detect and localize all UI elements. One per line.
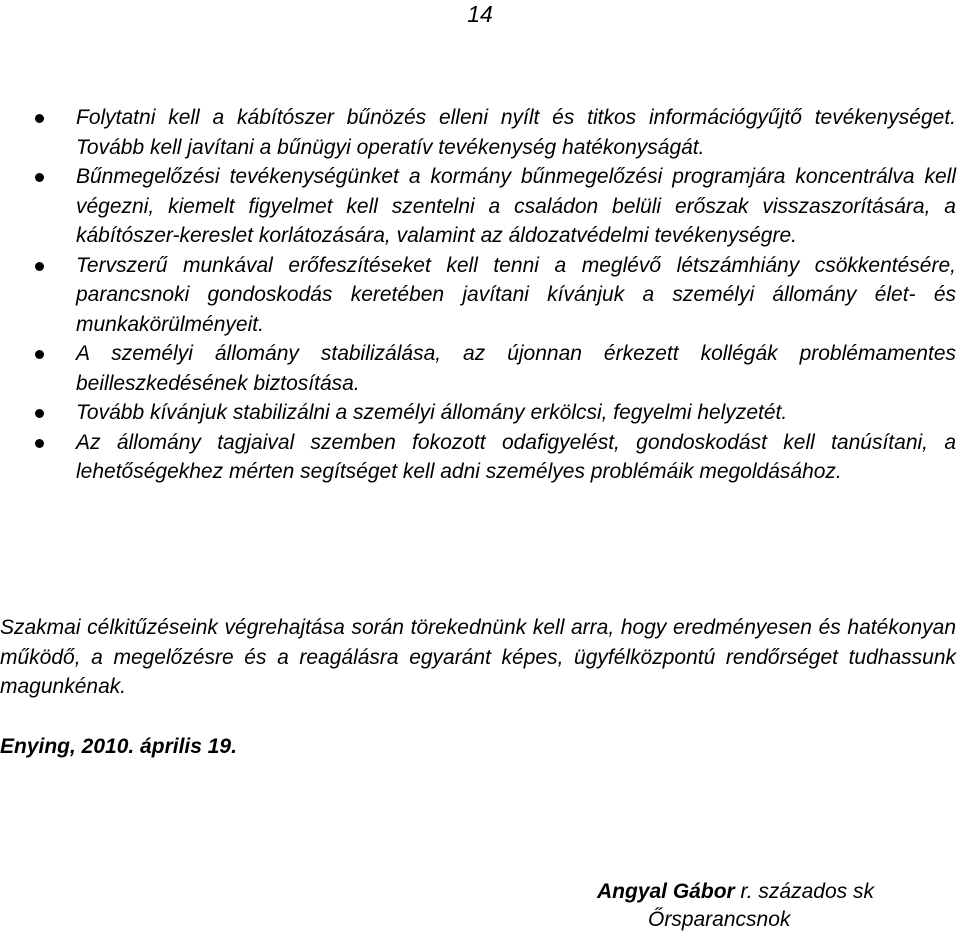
list-item xyxy=(0,398,960,428)
signature-line xyxy=(597,877,874,906)
list-item xyxy=(0,251,960,340)
closing-paragraph: Szakmai célkitűzéseink végrehajtása során törekednünk kell arra, hogy eredményesen és hatékonyan működő, a megelőzésre és a reagálásra egyaránt képes, ügyfélközpontú rendőrséget tudhassunk magunkénak. xyxy=(0,616,956,698)
bullet-text: Tovább kívánjuk stabilizálni a személyi állomány erkölcsi, fegyelmi helyzetét. xyxy=(76,401,788,424)
bullet-icon xyxy=(35,114,44,123)
bullet-text: Az állomány tagjaival szemben fokozott odafigyelést, gondoskodást kell tanúsítani, a lehetőségekhez mérten segítséget kell adni személyes problémáik megoldásához. xyxy=(76,430,956,483)
list-item xyxy=(0,103,960,162)
bullet-text: Folytatni kell a kábítószer bűnözés elleni nyílt és titkos információgyűjtő tevékenységet. Tovább kell javítani a bűnügyi operatív tevékenység hatékonyságát. xyxy=(76,106,956,159)
signatory-rank: r. százados sk xyxy=(734,880,874,903)
bullet-text: A személyi állomány stabilizálása, az újonnan érkezett kollégák problémamentes beilleszkedésének biztosítása. xyxy=(76,342,956,395)
list-item xyxy=(0,428,960,487)
signatory-name: Angyal Gábor xyxy=(597,880,735,903)
page-number: 14 xyxy=(467,1,493,27)
bullet-text: Tervszerű munkával erőfeszítéseket kell tenni a meglévő létszámhiány csökkentésére, parancsnoki gondoskodás keretében javítani kívánjuk a személyi állomány élet- és munkakörülményeit. xyxy=(76,253,956,336)
bullet-icon xyxy=(35,262,44,271)
list-item xyxy=(0,162,960,251)
bullet-icon xyxy=(35,350,44,359)
bullet-icon xyxy=(35,439,44,448)
bullet-icon xyxy=(35,173,44,182)
list-item xyxy=(0,339,960,398)
place-date: Enying, 2010. április 19. xyxy=(0,735,237,758)
bullet-icon xyxy=(35,409,44,418)
goals-bullet-list xyxy=(0,103,960,487)
signatory-title: Őrsparancsnok xyxy=(648,908,791,931)
bullet-text: Bűnmegelőzési tevékenységünket a kormány bűnmegelőzési programjára koncentrálva kell végezni, kiemelt figyelmet kell szentelni a családon belüli erőszak visszaszorítására, a kábítószer-kereslet korlátozására, valamint az áldozatvédelmi tevékenységre. xyxy=(76,165,956,247)
